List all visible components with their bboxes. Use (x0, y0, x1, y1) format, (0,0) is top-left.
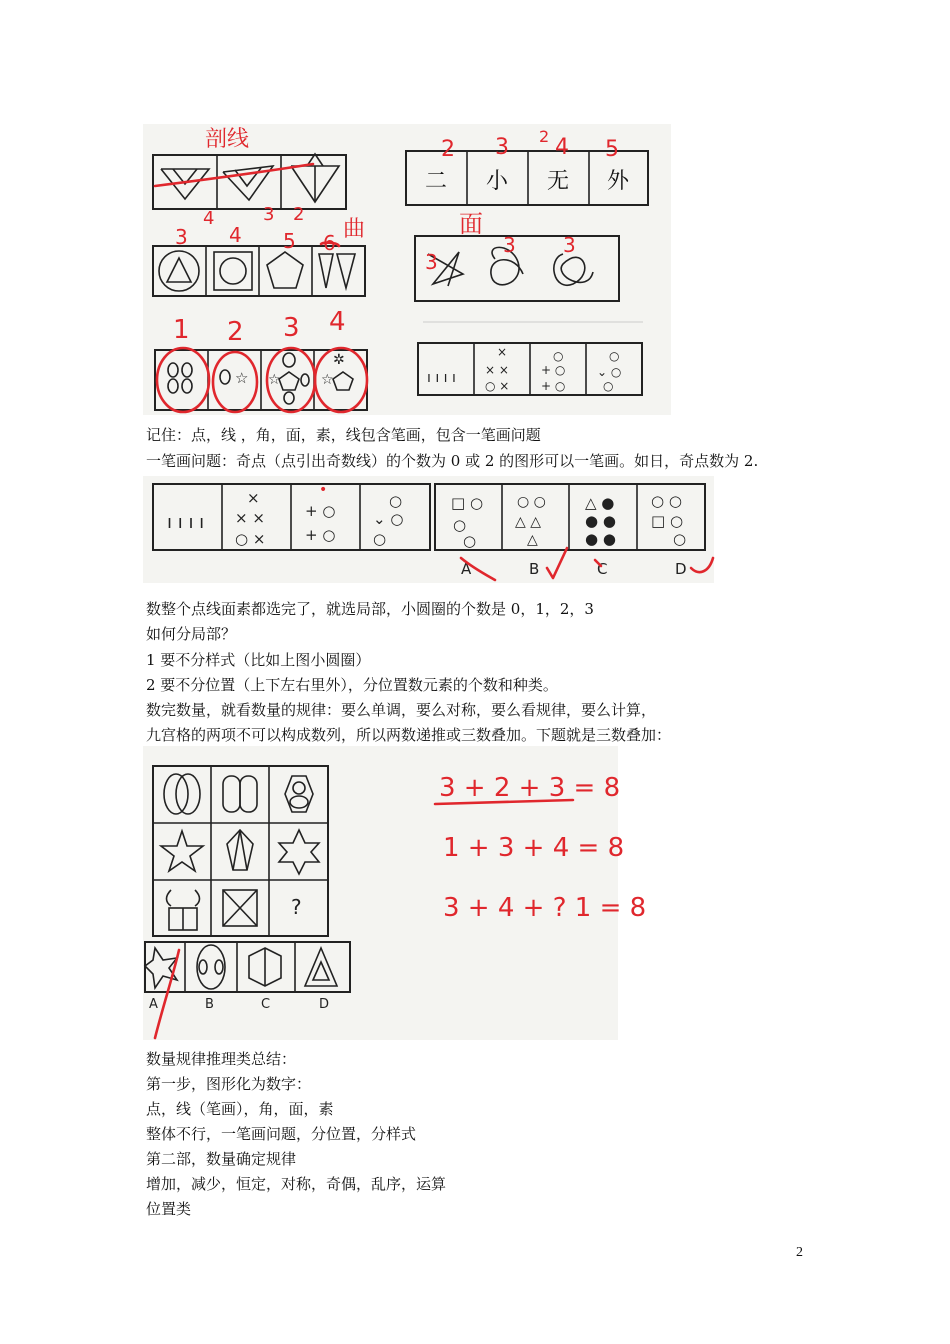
text-line-5: 1 要不分样式（比如上图小圆圈） (146, 651, 371, 669)
text-line-7: 数完数量，就看数量的规律：要么单调，要么对称，要么看规律，要么计算， (146, 701, 657, 719)
page-number: 2 (796, 1245, 803, 1260)
text-line-13: 第二部，数量确定规律 (146, 1150, 297, 1168)
svg-text:5: 5 (605, 137, 619, 162)
svg-text:3: 3 (283, 313, 300, 343)
svg-text:2: 2 (539, 127, 550, 146)
svg-text:4: 4 (329, 307, 346, 337)
svg-text:+ ○: + ○ (541, 379, 566, 393)
svg-text:⌄ ○: ⌄ ○ (373, 510, 404, 528)
svg-text:5: 5 (283, 229, 296, 253)
text-line-11: 点，线（笔画），角，面，素 (146, 1100, 334, 1118)
svg-text:○: ○ (389, 492, 403, 510)
option-b-label: B (205, 997, 214, 1012)
question-mark: ? (291, 895, 302, 919)
svg-text:ı ı ı ı: ı ı ı ı (427, 370, 456, 386)
svg-text:☆: ☆ (321, 372, 334, 388)
svg-text:✲: ✲ (333, 352, 345, 368)
equation-1: 3 + 2 + 3 = 8 (439, 773, 621, 803)
svg-text:○: ○ (553, 349, 564, 363)
svg-text:•: • (319, 482, 328, 498)
svg-text:□ ○: □ ○ (651, 512, 684, 530)
svg-text:○ ×: ○ × (485, 379, 510, 393)
svg-text:× ×: × × (235, 509, 265, 527)
text-line-15: 位置类 (146, 1200, 192, 1218)
option-c-label: C (597, 560, 608, 578)
svg-text:● ●: ● ● (585, 530, 616, 548)
svg-text:3: 3 (263, 204, 275, 225)
text-line-6: 2 要不分位置（上下左右里外），分位置数元素的个数和种类。 (146, 676, 558, 694)
svg-text:☆: ☆ (235, 369, 249, 387)
svg-text:2: 2 (293, 204, 305, 225)
figure-small-circle-question (143, 476, 714, 583)
text-line-1: 记住：点，线 ，角，面，素，线包含笔画，包含一笔画问题 (146, 426, 541, 444)
option-d-label: D (319, 997, 330, 1012)
svg-text:△: △ (527, 532, 538, 548)
figure-counting-examples (143, 124, 671, 415)
svg-text:6: 6 (323, 231, 336, 255)
text-line-3: 数整个点线面素都选完了，就选局部，小圆圈的个数是 0，1，2，3 (146, 600, 594, 618)
svg-text:4: 4 (555, 135, 569, 160)
svg-text:□ ○: □ ○ (451, 494, 484, 512)
hanzi-wu: 无 (547, 169, 570, 194)
svg-text:○ ○: ○ ○ (517, 494, 546, 510)
svg-text:3: 3 (175, 225, 188, 249)
answer-slash-a (155, 950, 179, 1038)
svg-text:⌄ ○: ⌄ ○ (597, 365, 622, 379)
text-line-10: 第一步，图形化为数字： (146, 1075, 312, 1093)
hanzi-wai: 外 (607, 169, 630, 194)
svg-text:○: ○ (609, 349, 620, 363)
svg-text:○ ×: ○ × (235, 530, 266, 548)
hanzi-er: 二 (425, 169, 448, 194)
svg-text:● ●: ● ● (585, 512, 616, 530)
option-b-label: B (529, 560, 540, 578)
svg-text:× ×: × × (485, 363, 509, 377)
annotation-pouxian: 剖线 (205, 127, 250, 152)
svg-text:3: 3 (425, 250, 438, 274)
annotation-qu: 曲 (343, 217, 366, 242)
svg-text:○: ○ (373, 530, 387, 548)
annotation-mian: 面 (459, 210, 483, 238)
svg-text:+ ○: + ○ (305, 502, 336, 520)
svg-text:4: 4 (229, 223, 242, 247)
text-line-2: 一笔画问题：奇点（点引出奇数线）的个数为 0 或 2 的图形可以一笔画。如日，奇点数为 2. (146, 452, 759, 470)
svg-text:2: 2 (227, 317, 244, 347)
svg-text:3: 3 (563, 233, 576, 257)
svg-text:△ △: △ △ (515, 514, 541, 530)
svg-text:○: ○ (603, 379, 614, 393)
svg-text:3: 3 (495, 135, 509, 160)
svg-text:ı ı ı ı: ı ı ı ı (167, 512, 205, 533)
svg-text:+ ○: + ○ (541, 363, 566, 377)
svg-text:1: 1 (173, 315, 190, 345)
figure-nine-grid-question (143, 746, 647, 1040)
text-line-9: 数量规律推理类总结： (146, 1050, 297, 1068)
svg-text:○ ○: ○ ○ (651, 492, 682, 510)
option-a-label: A (461, 560, 472, 578)
svg-text:3: 3 (503, 233, 516, 257)
svg-text:○: ○ (463, 532, 477, 550)
option-c-label: C (261, 997, 271, 1012)
svg-text:☆: ☆ (268, 372, 281, 388)
checkmark-b-icon (547, 548, 567, 578)
option-a-label: A (149, 997, 158, 1012)
text-line-14: 增加，减少，恒定，对称，奇偶，乱序，运算 (146, 1175, 447, 1193)
equation-3: 3 + 4 + ? 1 = 8 (443, 893, 647, 923)
hanzi-xiao: 小 (486, 169, 509, 194)
svg-text:+ ○: + ○ (305, 526, 336, 544)
text-line-12: 整体不行，一笔画问题，分位置，分样式 (146, 1125, 417, 1143)
text-line-8: 九宫格的两项不可以构成数列，所以两数递推或三数叠加。下题就是三数叠加： (146, 726, 672, 744)
svg-text:△ ●: △ ● (585, 494, 615, 512)
svg-text:○: ○ (673, 530, 687, 548)
svg-text:4: 4 (203, 208, 215, 229)
svg-text:×: × (497, 345, 508, 359)
svg-text:○: ○ (453, 516, 467, 534)
text-line-4: 如何分局部？ (146, 625, 237, 643)
equation-2: 1 + 3 + 4 = 8 (443, 833, 625, 863)
svg-text:2: 2 (441, 137, 455, 162)
option-d-label: D (675, 560, 687, 578)
svg-text:×: × (247, 489, 260, 507)
